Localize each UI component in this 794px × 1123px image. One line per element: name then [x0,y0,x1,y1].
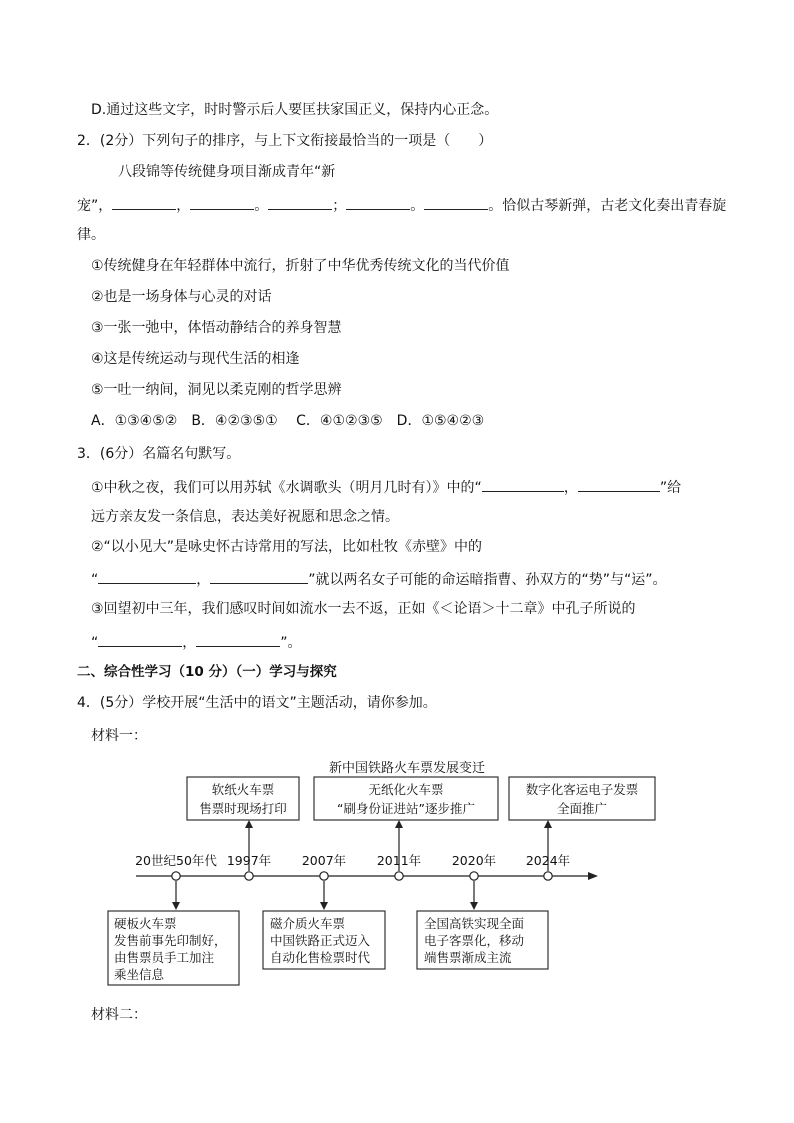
timeline-title: 新中国铁路火车票发展变迁 [328,761,486,776]
q3-blank-5[interactable] [98,632,182,647]
timeline-bottom-box-3-line1: 全国高铁实现全面 [424,916,525,931]
q3-item1-line2: 远方亲友发一条信息，表达美好祝愿和思念之情。 [91,509,399,525]
timeline-year-2: 1997年 [226,853,272,868]
timeline-year-5: 2020年 [451,853,497,868]
q2-blank-4[interactable] [346,195,410,210]
timeline-top-box-1-line2: 售票时现场打印 [199,801,287,816]
timeline-bottom-box-2-line2: 中国铁路正式迈入 [270,933,371,948]
q3-blank-1[interactable] [482,477,564,492]
timeline-top-box-1 [187,777,299,820]
timeline-bottom-box-1-line4: 乘坐信息 [114,967,165,982]
q1-option-d: D.通过这些文字，时时警示后人要匡扶家国正义，保持内心正念。 [91,102,499,118]
q3-item3-line1: ③回望初中三年，我们感叹时间如流水一去不返，正如《＜论语＞十二章》中孔子所说的 [91,601,636,617]
q3-blank-3[interactable] [98,569,196,584]
q3-blank-2[interactable] [578,477,660,492]
timeline-top-box-3-line2: 全面推广 [556,801,608,816]
timeline-top-box-2 [314,777,498,820]
timeline-node-5 [470,872,478,880]
q2-passage-end: 。恰似古琴新弹，古老文化奏出青春旋 [488,198,727,214]
timeline-top-box-1-line1: 软纸火车票 [211,782,275,797]
timeline-bottom-box-3-line2: 电子客票化，移动 [424,933,525,948]
timeline-bottom-box-2-line3: 自动化售检票时代 [270,950,371,965]
timeline-top-box-3-line1: 数字化客运电子发票 [525,782,639,797]
q2-blank-1[interactable] [112,195,176,210]
q3-item2-line2: “ ， ”就以两名女子可能的命运暗指曹、孙双方的“势”与“运”。 [91,569,667,589]
q2-blank-5[interactable] [424,195,488,210]
timeline-bottom-box-1-line2: 发售前事先印制好， [114,933,227,948]
timeline-bottom-box-3-line3: 端售票渐成主流 [424,950,512,965]
q2-stem: 2．(2分）下列句子的排序，与上下文衔接最恰当的一项是（ ） [77,133,493,149]
section-2-title: 二、综合性学习（10 分）（一）学习与探究 [77,664,337,680]
timeline-node-1 [172,872,180,880]
q2-blank-2[interactable] [190,195,254,210]
timeline-bottom-box-1 [108,911,239,985]
timeline-node-2 [245,872,253,880]
timeline-top-box-2-line1: 无纸化火车票 [368,782,444,797]
q2-sentence-5: ⑤一吐一纳间，洞见以柔克刚的哲学思辨 [91,382,342,398]
timeline-bottom-box-1-line3: 由售票员手工加注 [114,950,215,965]
material-2-label: 材料二： [91,1007,147,1023]
timeline-year-6: 2024年 [525,853,571,868]
timeline-year-3: 2007年 [301,853,347,868]
q2-options: A．①③④⑤② B．④②③⑤① C．④①②③⑤ D．①⑤④②③ [91,413,485,429]
q3-stem: 3．(6分）名篇名句默写。 [77,446,241,462]
q2-sentence-1: ①传统健身在年轻群体中流行，折射了中华优秀传统文化的当代价值 [91,258,510,274]
timeline-bottom-box-2-line1: 磁介质火车票 [270,916,346,931]
timeline-bottom-box-2 [263,911,385,969]
q2-passage-line1: 八段锦等传统健身项目渐成青年“新 [118,164,336,180]
q2-passage-line3: 律。 [77,227,105,243]
timeline-top-box-3 [509,777,655,820]
timeline-bottom-box-3 [417,911,548,969]
q3-blank-6[interactable] [196,632,280,647]
q3-item1-line1: ①中秋之夜，我们可以用苏轼《水调歌头（明月几时有）》中的“ ， ”给 [91,477,681,497]
q2-sentence-2: ②也是一场身体与心灵的对话 [91,289,272,305]
timeline-top-box-2-line2: “刷身份证进站”逐步推广 [337,801,475,816]
q3-item2-line1: ②“以小见大”是咏史怀古诗常用的写法，比如杜牧《赤壁》中的 [91,539,483,555]
timeline-year-1: 20世纪50年代 [135,853,217,868]
timeline-node-3 [320,872,328,880]
q2-sentence-4: ④这是传统运动与现代生活的相逢 [91,351,300,367]
q3-item3-line2: “ ， ”。 [91,632,302,652]
material-1-label: 材料一： [91,728,147,744]
timeline-year-4: 2011年 [376,853,422,868]
q4-stem: 4．(5分）学校开展“生活中的语文”主题活动，请你参加。 [77,695,437,711]
timeline-node-6 [544,872,552,880]
timeline-axis-arrowhead [588,872,598,880]
q2-passage-start: 宠”， [77,198,113,214]
timeline-node-4 [395,872,403,880]
railway-ticket-timeline [0,750,794,1000]
timeline-bottom-box-1-line1: 硬板火车票 [114,916,177,931]
q3-blank-4[interactable] [210,569,308,584]
q2-passage-line2: 宠”， ， 。 ； 。 。恰似古琴新弹，古老文化奏出青春旋 [77,195,726,215]
q2-sentence-3: ③一张一弛中，体悟动静结合的养身智慧 [91,320,342,336]
q2-blank-3[interactable] [268,195,332,210]
